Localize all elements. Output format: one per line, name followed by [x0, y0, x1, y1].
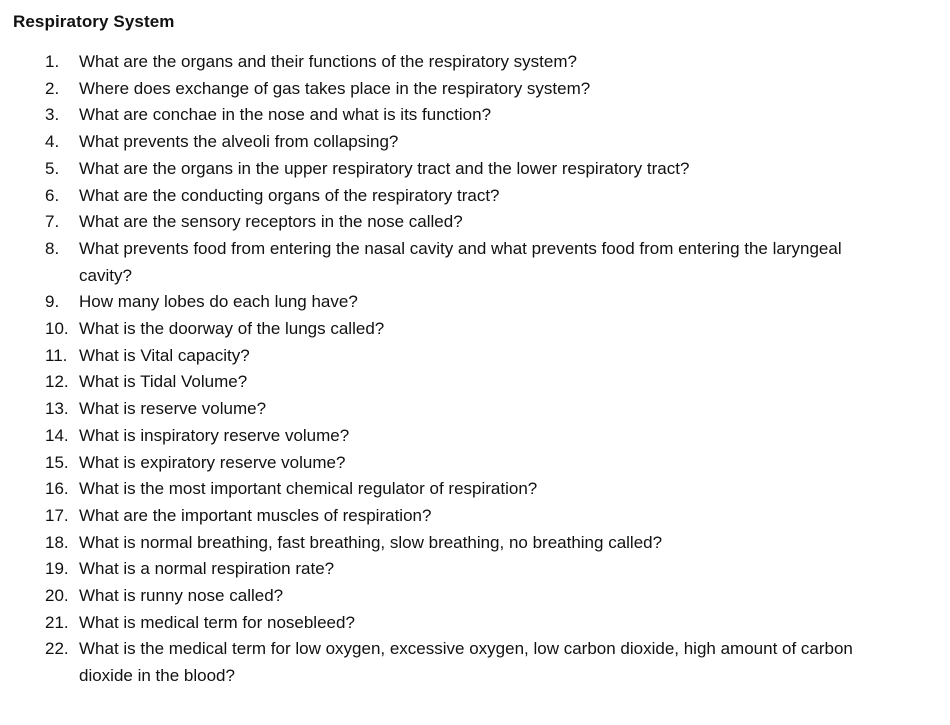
question-text: What is expiratory reserve volume?: [79, 452, 346, 472]
question-number: 22.: [45, 639, 69, 659]
question-text: What is the most important chemical regulator of respiration?: [79, 479, 538, 499]
document-title: Respiratory System: [13, 12, 175, 31]
question-text: What are the conducting organs of the respiratory tract?: [79, 185, 500, 205]
question-item: [0, 289, 950, 316]
question-text: How many lobes do each lung have?: [79, 292, 358, 312]
question-text: What is medical term for nosebleed?: [79, 612, 355, 632]
question-number: 8.: [45, 238, 60, 258]
question-number: 3.: [45, 105, 60, 125]
question-item: [0, 556, 950, 583]
question-text: What is normal breathing, fast breathing, slow breathing, no breathing called?: [79, 532, 663, 552]
question-text: What is the medical term for low oxygen, excessive oxygen, low carbon dioxide, high amount of carbon dioxide in the blood?: [79, 639, 853, 686]
question-number: 21.: [45, 612, 69, 632]
question-item: [0, 129, 950, 156]
question-text: What is reserve volume?: [79, 399, 267, 419]
question-item: [0, 343, 950, 370]
question-number: 6.: [45, 185, 60, 205]
question-text: What is inspiratory reserve volume?: [79, 425, 350, 445]
question-item: [0, 316, 950, 343]
question-item: [0, 49, 950, 76]
question-number: 1.: [45, 52, 60, 71]
question-number: 11.: [45, 345, 68, 365]
question-text: What is a normal respiration rate?: [79, 559, 335, 579]
question-number: 12.: [45, 372, 69, 392]
question-number: 10.: [45, 319, 69, 339]
question-number: 7.: [45, 212, 60, 232]
question-item: [0, 102, 950, 129]
question-number: 14.: [45, 425, 69, 445]
question-text: What is Vital capacity?: [79, 345, 250, 365]
question-item: [0, 530, 950, 557]
question-item: [0, 183, 950, 210]
question-text: What are the sensory receptors in the nose called?: [79, 212, 463, 232]
question-list: [0, 49, 950, 690]
question-text: What are the organs in the upper respiratory tract and the lower respiratory tract?: [79, 158, 690, 178]
question-number: 13.: [45, 399, 69, 419]
question-text: What is Tidal Volume?: [79, 372, 248, 392]
question-number: 5.: [45, 158, 60, 178]
question-text: What prevents food from entering the nasal cavity and what prevents food from entering the laryngeal cavity?: [79, 238, 842, 285]
question-item: [0, 369, 950, 396]
question-item: [0, 423, 950, 450]
question-item: [0, 636, 950, 689]
question-text: What are the organs and their functions of the respiratory system?: [79, 52, 577, 71]
question-number: 20.: [45, 586, 69, 606]
question-number: 17.: [45, 505, 69, 525]
question-number: 15.: [45, 452, 69, 472]
question-text: What is the doorway of the lungs called?: [79, 319, 385, 339]
question-text: Where does exchange of gas takes place in the respiratory system?: [79, 78, 591, 98]
question-number: 19.: [45, 559, 69, 579]
question-text: What is runny nose called?: [79, 586, 284, 606]
question-item: [0, 236, 950, 289]
question-text: What are conchae in the nose and what is its function?: [79, 105, 492, 125]
question-item: [0, 76, 950, 103]
question-item: [0, 450, 950, 477]
question-item: [0, 610, 950, 637]
question-item: [0, 156, 950, 183]
question-text: What are the important muscles of respiration?: [79, 505, 432, 525]
question-number: 4.: [45, 132, 60, 152]
question-item: [0, 583, 950, 610]
question-number: 18.: [45, 532, 69, 552]
question-item: [0, 396, 950, 423]
question-number: 9.: [45, 292, 60, 312]
question-item: [0, 476, 950, 503]
question-number: 16.: [45, 479, 69, 499]
question-item: [0, 503, 950, 530]
question-text: What prevents the alveoli from collapsing?: [79, 132, 399, 152]
question-item: [0, 209, 950, 236]
question-number: 2.: [45, 78, 60, 98]
